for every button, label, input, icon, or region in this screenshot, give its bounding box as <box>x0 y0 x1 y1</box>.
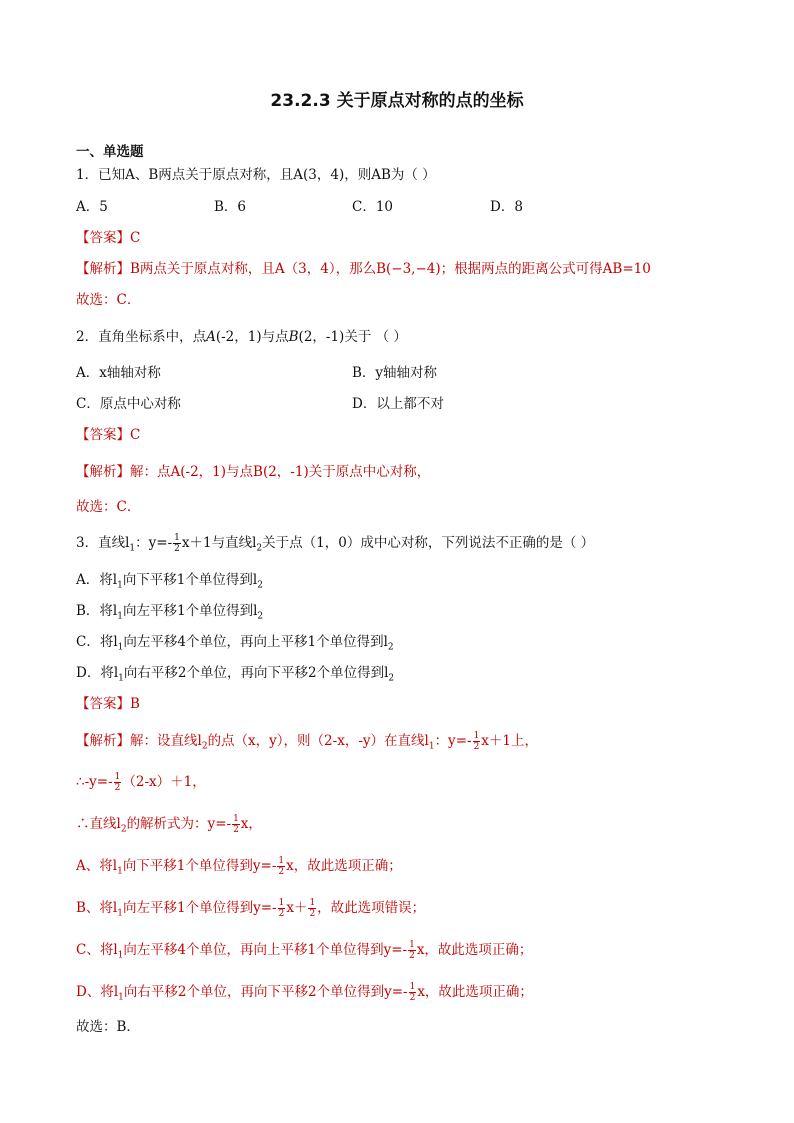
q3-analysis-line1 <box>76 731 734 757</box>
fraction-numerator: 1 <box>174 533 180 543</box>
page-title: 23.2.3 关于原点对称的点的坐标 <box>270 91 524 111</box>
fraction-denominator: 2 <box>278 909 285 919</box>
analysis-part: x，故此选项正确； <box>417 984 533 1000</box>
analysis-part: （2-x）＋1， <box>122 774 206 790</box>
analysis-tag: 【解析】 <box>76 733 130 749</box>
subscript: 2 <box>256 543 263 554</box>
option-part: C．将l <box>76 634 118 650</box>
q2-stem <box>76 327 734 347</box>
analysis-part: C、将l <box>76 942 118 958</box>
fraction-numerator: 1 <box>233 814 239 824</box>
fraction <box>114 772 122 793</box>
analysis-part: 解：设直线l <box>130 733 202 749</box>
subscript: 2 <box>201 741 208 752</box>
q1-answer <box>76 228 734 248</box>
q3-stem-part: ：y=- <box>135 535 173 551</box>
q3-analysis-line3 <box>76 814 734 840</box>
analysis-part: 向下平移1个单位得到y=- <box>122 858 277 874</box>
analysis-tag: 【解析】 <box>76 261 130 277</box>
fraction-numerator: 1 <box>278 856 285 866</box>
option-part: D．将l <box>76 665 119 681</box>
q2-option-d: D．以上都不对 <box>352 396 444 412</box>
option-part: 向下平移1个单位得到l <box>122 572 258 588</box>
q3-analysis-c <box>76 940 734 966</box>
fraction-denominator: 2 <box>473 742 480 752</box>
fraction <box>308 898 316 919</box>
fraction <box>232 814 240 835</box>
fraction-numerator: 1 <box>409 940 415 950</box>
fraction-denominator: 2 <box>409 951 415 961</box>
answer-value: C <box>130 230 141 246</box>
q2-stem-part: 2．直角坐标系中，点 <box>76 329 207 345</box>
q2-options-row1 <box>76 363 734 383</box>
option-part: B．将l <box>76 603 118 619</box>
analysis-part: B、将l <box>76 900 118 916</box>
section-heading: 一、单选题 <box>76 144 144 160</box>
analysis-part: ：y=- <box>434 733 472 749</box>
q1-stem: 1．已知A、B两点关于原点对称，且A(3，4)，则AB为（ ） <box>76 167 436 183</box>
subscript: 1 <box>117 866 123 877</box>
q3-option-b <box>76 601 734 627</box>
analysis-part: 向右平移2个单位，再向下平移2个单位得到y=- <box>123 984 408 1000</box>
fraction <box>409 982 417 1003</box>
subscript: 1 <box>118 673 124 684</box>
q2-options-row2 <box>76 394 734 414</box>
analysis-part: D、将l <box>76 984 119 1000</box>
analysis-part: x， <box>240 816 262 832</box>
q1-option-b: B．6 <box>214 199 247 215</box>
analysis-part: x，故此选项正确； <box>286 858 402 874</box>
fraction-denominator: 2 <box>409 993 416 1003</box>
option-part: 向左平移4个单位，再向上平移1个单位得到l <box>123 634 388 650</box>
q3-analysis-line2 <box>76 772 734 793</box>
q3-option-c <box>76 632 734 658</box>
subscript: 1 <box>118 992 124 1003</box>
answer-value: B <box>130 696 140 712</box>
q2-option-b: B．y轴轴对称 <box>352 365 438 381</box>
q3-analysis-a <box>76 856 734 882</box>
q2-conclusion: 故选：C． <box>76 499 141 515</box>
answer-tag: 【答案】 <box>76 427 130 443</box>
analysis-part: A、将l <box>76 858 118 874</box>
subscript: 1 <box>117 908 123 919</box>
q1-analysis <box>76 259 734 279</box>
answer-tag: 【答案】 <box>76 230 130 246</box>
q3-stem <box>76 533 734 559</box>
option-part: 向左平移1个单位得到l <box>122 603 258 619</box>
fraction <box>173 533 181 554</box>
analysis-tag: 【解析】 <box>76 464 130 480</box>
fraction-numerator: 1 <box>309 898 316 908</box>
subscript: 1 <box>117 580 123 591</box>
option-part: 向右平移2个单位，再向下平移2个单位得到l <box>123 665 389 681</box>
subscript: 1 <box>117 950 124 961</box>
point-b-label: B <box>288 329 299 345</box>
analysis-part: 的解析式为：y=- <box>126 816 232 832</box>
analysis-part: ，故此选项错误； <box>317 900 426 916</box>
q3-option-a <box>76 570 734 596</box>
q3-analysis-d <box>76 982 734 1008</box>
analysis-part: 向左平移1个单位得到y=- <box>122 900 277 916</box>
q1-option-d: D．8 <box>490 199 523 215</box>
fraction-denominator: 2 <box>114 783 121 793</box>
q2-option-c: C．原点中心对称 <box>76 396 181 412</box>
fraction <box>473 731 481 752</box>
analysis-text: 解：点A(-2，1)与点B(2，-1)关于原点中心对称， <box>130 464 431 480</box>
fraction <box>278 898 286 919</box>
q3-stem-part: x＋1与直线l <box>181 535 257 551</box>
fraction-denominator: 2 <box>233 825 239 835</box>
fraction <box>408 940 416 961</box>
analysis-part: 向左平移4个单位，再向上平移1个单位得到y=- <box>123 942 408 958</box>
subscript: 1 <box>117 642 124 653</box>
subscript: 1 <box>129 543 136 554</box>
answer-value: C <box>130 427 141 443</box>
analysis-part: x＋ <box>286 900 308 916</box>
q1-options <box>76 197 734 217</box>
q2-analysis <box>76 462 734 482</box>
fraction-denominator: 2 <box>174 544 180 554</box>
subscript: 2 <box>257 580 263 591</box>
q3-conclusion: 故选：B． <box>76 1019 140 1035</box>
fraction-numerator: 1 <box>114 772 121 782</box>
subscript: 2 <box>388 673 395 684</box>
subscript: 2 <box>257 611 264 622</box>
q3-option-d <box>76 663 734 689</box>
q3-answer <box>76 694 734 714</box>
fraction-denominator: 2 <box>278 867 285 877</box>
fraction <box>277 856 285 877</box>
subscript: 1 <box>117 611 123 622</box>
point-a-label: A <box>206 329 216 345</box>
analysis-part: 的点（x，y），则（2-x，-y）在直线l <box>207 733 429 749</box>
fraction-numerator: 1 <box>278 898 285 908</box>
q1-option-a: A．5 <box>76 199 108 215</box>
analysis-part: ∴直线l <box>76 816 121 832</box>
q2-option-a: A．x轴轴对称 <box>76 365 161 381</box>
q2-stem-part: (-2，1)与点 <box>215 329 289 345</box>
subscript: 2 <box>120 824 127 835</box>
analysis-part: ∴-y=- <box>76 774 113 790</box>
q2-answer <box>76 425 734 445</box>
analysis-part: x＋1上， <box>481 733 538 749</box>
fraction-denominator: 2 <box>309 909 316 919</box>
fraction-numerator: 1 <box>473 731 480 741</box>
q2-stem-part: (2，-1)关于 （ ） <box>298 329 407 345</box>
subscript: 1 <box>428 741 435 752</box>
analysis-part: x，故此选项正确； <box>416 942 533 958</box>
q3-stem-part: 关于点（1，0）成中心对称，下列说法不正确的是（ ） <box>262 535 595 551</box>
q1-conclusion: 故选：C． <box>76 292 141 308</box>
q3-stem-part: 3．直线l <box>76 535 130 551</box>
subscript: 2 <box>387 642 394 653</box>
option-part: A．将l <box>76 572 118 588</box>
q3-analysis-b <box>76 898 734 924</box>
answer-tag: 【答案】 <box>76 696 130 712</box>
fraction-numerator: 1 <box>409 982 416 992</box>
analysis-text: B两点关于原点对称，且A（3，4），那么B(−3,−4)；根据两点的距离公式可得AB=10 <box>130 261 651 277</box>
q1-option-c: C．10 <box>352 199 394 215</box>
